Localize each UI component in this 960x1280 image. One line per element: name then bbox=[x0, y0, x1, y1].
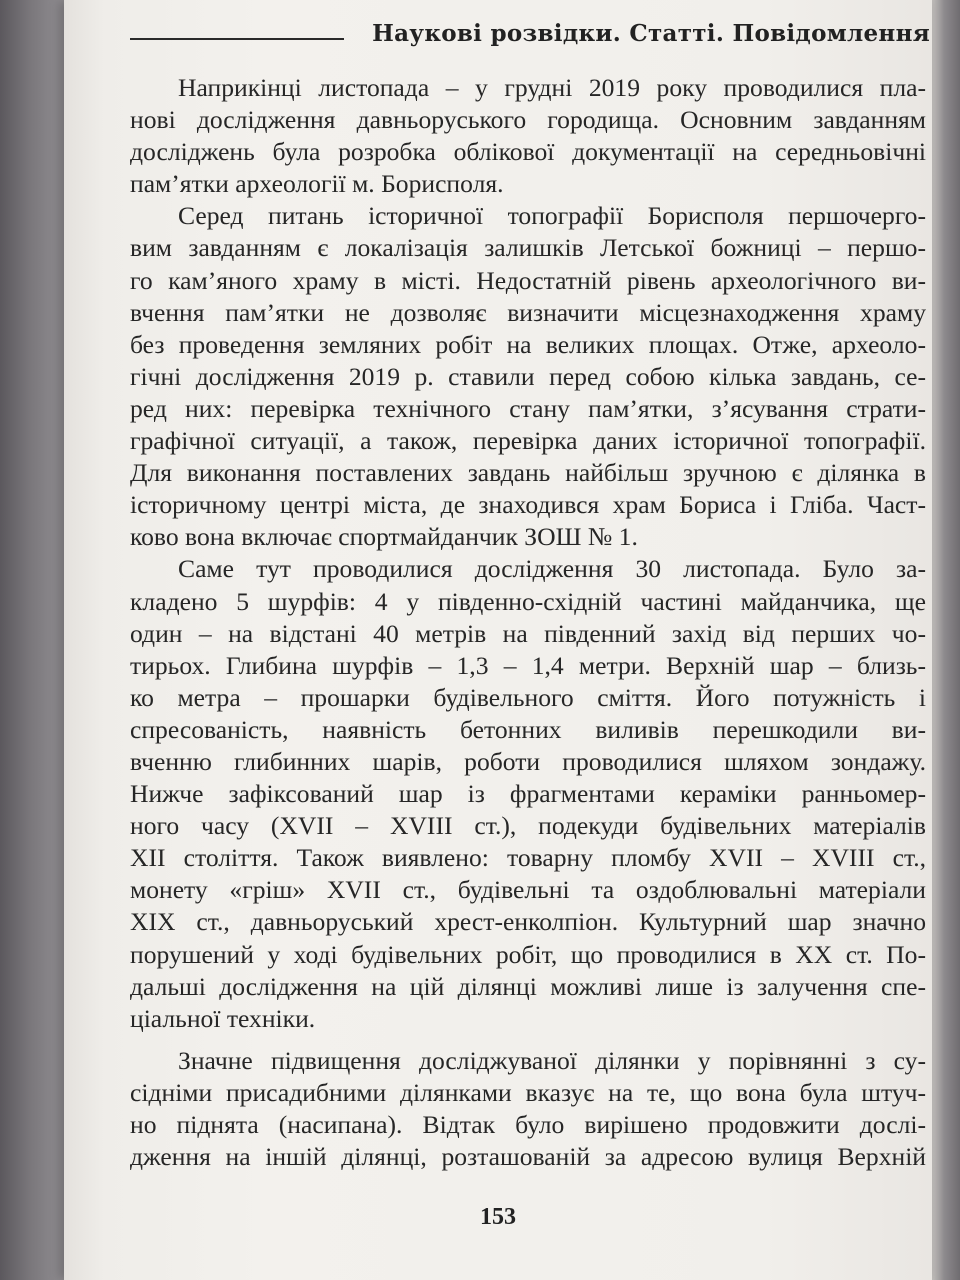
text-line: історичному центрі міста, де знаходився храм Бориса і Гліба. Част- bbox=[130, 490, 926, 520]
text-line: нові дослідження давньоруського городища. Основним завданням bbox=[130, 105, 926, 135]
text-line: Серед питань історичної топографії Борисполя першочерго- bbox=[178, 201, 926, 231]
text-line: Наприкінці листопада – у грудні 2019 року проводилися пла- bbox=[178, 73, 926, 102]
text-line: тирьох. Глибина шурфів – 1,3 – 1,4 метри. Верхній шар – близь- bbox=[130, 650, 926, 680]
text-line: Для виконання поставлених завдань найбільш зручною є ділянка в bbox=[130, 458, 926, 488]
running-header bbox=[130, 20, 930, 70]
text-line: Нижче зафіксований шар із фрагментами кераміки ранньомер- bbox=[130, 779, 926, 809]
text-line: кладено 5 шурфів: 4 у південно-східній частині майданчика, ще bbox=[130, 586, 926, 616]
book-page bbox=[64, 0, 932, 1280]
text-line: гічні дослідження 2019 р. ставили перед собою кілька завдань, се- bbox=[130, 361, 926, 391]
text-line: XIX ст., давньоруський хрест-енколпіон. Культурний шар значно bbox=[130, 907, 926, 937]
text-line: вчення пам’ятки не дозволяє визначити місцезнаходження храму bbox=[130, 297, 926, 327]
text-line: вченню глибинних шарів, роботи проводилися шляхом зондажу. bbox=[130, 746, 926, 776]
text-line: монету «гріш» XVII ст., будівельні та оздоблювальні матеріали bbox=[130, 875, 926, 905]
paragraph bbox=[130, 1045, 926, 1173]
text-line: Значне підвищення досліджуваної ділянки у порівнянні з су- bbox=[178, 1045, 926, 1075]
text-line: ко метра – прошарки будівельного сміття. Його потужність і bbox=[130, 682, 926, 712]
text-line: ред них: перевірка технічного стану пам’ятки, з’ясування страти- bbox=[130, 393, 926, 423]
text-line: досліджень була розробка облікової документації на середньовічні bbox=[130, 137, 926, 167]
text-line: вим завданням є локалізація залишків Летської божниці – першо- bbox=[130, 233, 926, 263]
text-line: дальші дослідження на цій ділянці можливі лише із залучення спе- bbox=[130, 971, 926, 1001]
text-line: графічної ситуації, а також, перевірка даних історичної топографії. bbox=[130, 426, 926, 456]
text-line: XII століття. Також виявлено: товарну пломбу XVII – XVIII ст., bbox=[130, 843, 926, 873]
text-line: Саме тут проводилися дослідження 30 листопада. Було за- bbox=[178, 554, 926, 584]
text-line: спресованість, наявність бетонних виливів перешкодили ви- bbox=[130, 714, 926, 744]
paragraph-gap bbox=[130, 1035, 926, 1045]
text-line: пам’ятки археології м. Борисполя. bbox=[130, 169, 504, 199]
paragraph bbox=[130, 553, 926, 1034]
text-line: порушений у ході будівельних робіт, що проводилися в XX ст. По- bbox=[130, 939, 926, 969]
text-line: ціальної техніки. bbox=[130, 1003, 316, 1033]
article-body bbox=[130, 72, 926, 1173]
text-line: ного часу (XVII – XVIII ст.), подекуди будівельних матеріалів bbox=[130, 811, 926, 841]
paragraph bbox=[130, 200, 926, 553]
text-line: но піднята (насипана). Відтак було вирішено продовжити дослі- bbox=[130, 1110, 926, 1139]
text-line: ково вона включає спортмайданчик ЗОШ № 1. bbox=[130, 522, 638, 552]
text-line: один – на відстані 40 метрів на південний захід від перших чо- bbox=[130, 618, 926, 648]
page-number: 153 bbox=[480, 1204, 516, 1230]
text-line: го кам’яного храму в місті. Недостатній рівень археологічного ви- bbox=[130, 265, 926, 295]
text-line: сідніми присадибними ділянками вказує на те, що вона була штуч- bbox=[130, 1077, 926, 1107]
text-line: дження на іншій ділянці, розташованій за адресою вулиця Верхній bbox=[130, 1142, 926, 1172]
header-rule bbox=[130, 38, 344, 40]
paragraph bbox=[130, 72, 926, 200]
text-line: без проведення земляних робіт на великих площах. Отже, археоло- bbox=[130, 329, 926, 359]
header-title: Наукові розвідки. Статті. Повідомлення bbox=[372, 20, 930, 47]
